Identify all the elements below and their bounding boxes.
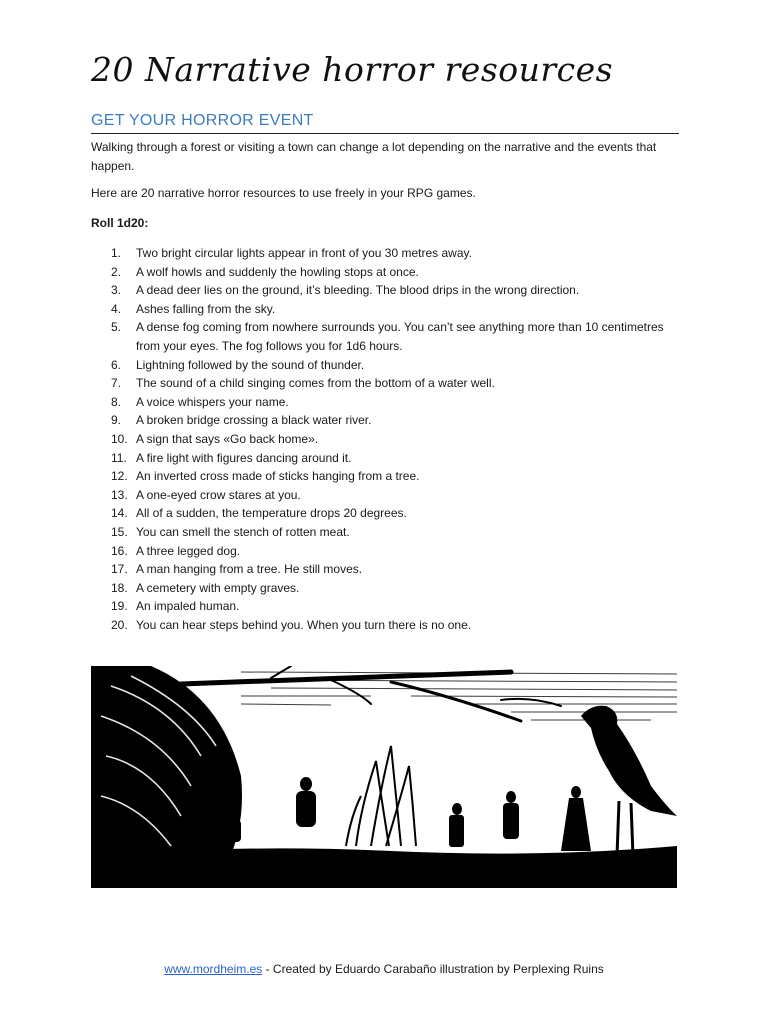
item-text: Lightning followed by the sound of thunder.	[136, 357, 365, 372]
item-number: 15.	[111, 524, 128, 539]
horror-woodcut-illustration	[91, 666, 677, 888]
list-item	[91, 486, 681, 505]
item-number: 7.	[111, 376, 122, 391]
item-number: 14.	[111, 506, 128, 521]
item-number: 8.	[111, 394, 122, 409]
item-number: 3.	[111, 283, 122, 298]
section-heading: GET YOUR HORROR EVENT	[91, 112, 679, 134]
item-number: 1.	[111, 246, 122, 260]
item-number: 9.	[111, 413, 122, 428]
list-item	[91, 449, 681, 468]
item-number: 13.	[111, 487, 128, 502]
page-title: 20 Narrative horror resources	[91, 50, 614, 89]
item-text: A fire light with figures dancing around it.	[136, 450, 352, 465]
item-number: 11.	[111, 450, 127, 465]
item-text: The sound of a child singing comes from the bottom of a water well.	[136, 376, 495, 391]
list-item	[91, 411, 681, 430]
item-text: A man hanging from a tree. He still moves.	[136, 562, 363, 577]
list-item	[91, 616, 681, 635]
list-item	[91, 374, 681, 393]
item-number: 20.	[111, 617, 128, 632]
item-text: An impaled human.	[136, 599, 240, 614]
item-text: A wolf howls and suddenly the howling stops at once.	[136, 264, 419, 279]
list-item	[91, 523, 681, 542]
item-text: An inverted cross made of sticks hanging from a tree.	[136, 469, 420, 484]
item-text: A voice whispers your name.	[136, 394, 289, 409]
footer-link[interactable]: www.mordheim.es	[164, 962, 263, 976]
item-number: 12.	[111, 469, 128, 484]
item-number: 6.	[111, 357, 122, 372]
horror-events-list	[91, 244, 681, 634]
item-number: 4.	[111, 301, 122, 316]
intro-paragraph: Walking through a forest or visiting a town can change a lot depending on the narrative and the events that happen.	[91, 140, 657, 173]
list-item	[91, 393, 681, 412]
list-item	[91, 504, 681, 523]
list-item	[91, 300, 681, 319]
item-text: A cemetery with empty graves.	[136, 580, 300, 595]
item-number: 17.	[111, 562, 128, 577]
list-item	[91, 281, 681, 300]
item-number: 19.	[111, 599, 128, 614]
list-item	[91, 244, 681, 263]
list-item	[91, 467, 681, 486]
list-item	[91, 318, 681, 355]
item-number: 2.	[111, 264, 122, 279]
list-item	[91, 560, 681, 579]
item-text: You can hear steps behind you. When you turn there is no one.	[136, 617, 472, 632]
item-number: 16.	[111, 543, 128, 558]
list-item	[91, 430, 681, 449]
item-text: Ashes falling from the sky.	[136, 301, 276, 316]
item-text: A dead deer lies on the ground, it’s bleeding. The blood drips in the wrong direction.	[136, 283, 580, 298]
list-item	[91, 263, 681, 282]
list-item	[91, 597, 681, 616]
item-text: All of a sudden, the temperature drops 20 degrees.	[136, 506, 407, 521]
item-text: A broken bridge crossing a black water river.	[136, 413, 372, 428]
item-text: A one-eyed crow stares at you.	[136, 487, 301, 502]
item-number: 18.	[111, 580, 128, 595]
footer-credits	[0, 962, 768, 976]
item-number: 5.	[111, 320, 122, 335]
list-item	[91, 356, 681, 375]
list-item	[91, 542, 681, 561]
item-text: Two bright circular lights appear in front of you 30 metres away.	[136, 246, 472, 260]
footer-credit-text: - Created by Eduardo Carabaño illustration by Perplexing Ruins	[262, 962, 604, 976]
item-text: A sign that says «Go back home».	[136, 431, 319, 446]
roll-label: Roll 1d20:	[91, 216, 149, 230]
intro-paragraph-2: Here are 20 narrative horror resources to use freely in your RPG games.	[91, 186, 476, 200]
list-item	[91, 579, 681, 598]
item-number: 10.	[111, 431, 128, 446]
item-text: A three legged dog.	[136, 543, 241, 558]
item-text: You can smell the stench of rotten meat.	[136, 524, 350, 539]
item-text: A dense fog coming from nowhere surrounds you. You can’t see anything more than 10 centimetres from your eyes. The fog follows you for 1d6 hours.	[136, 320, 664, 353]
